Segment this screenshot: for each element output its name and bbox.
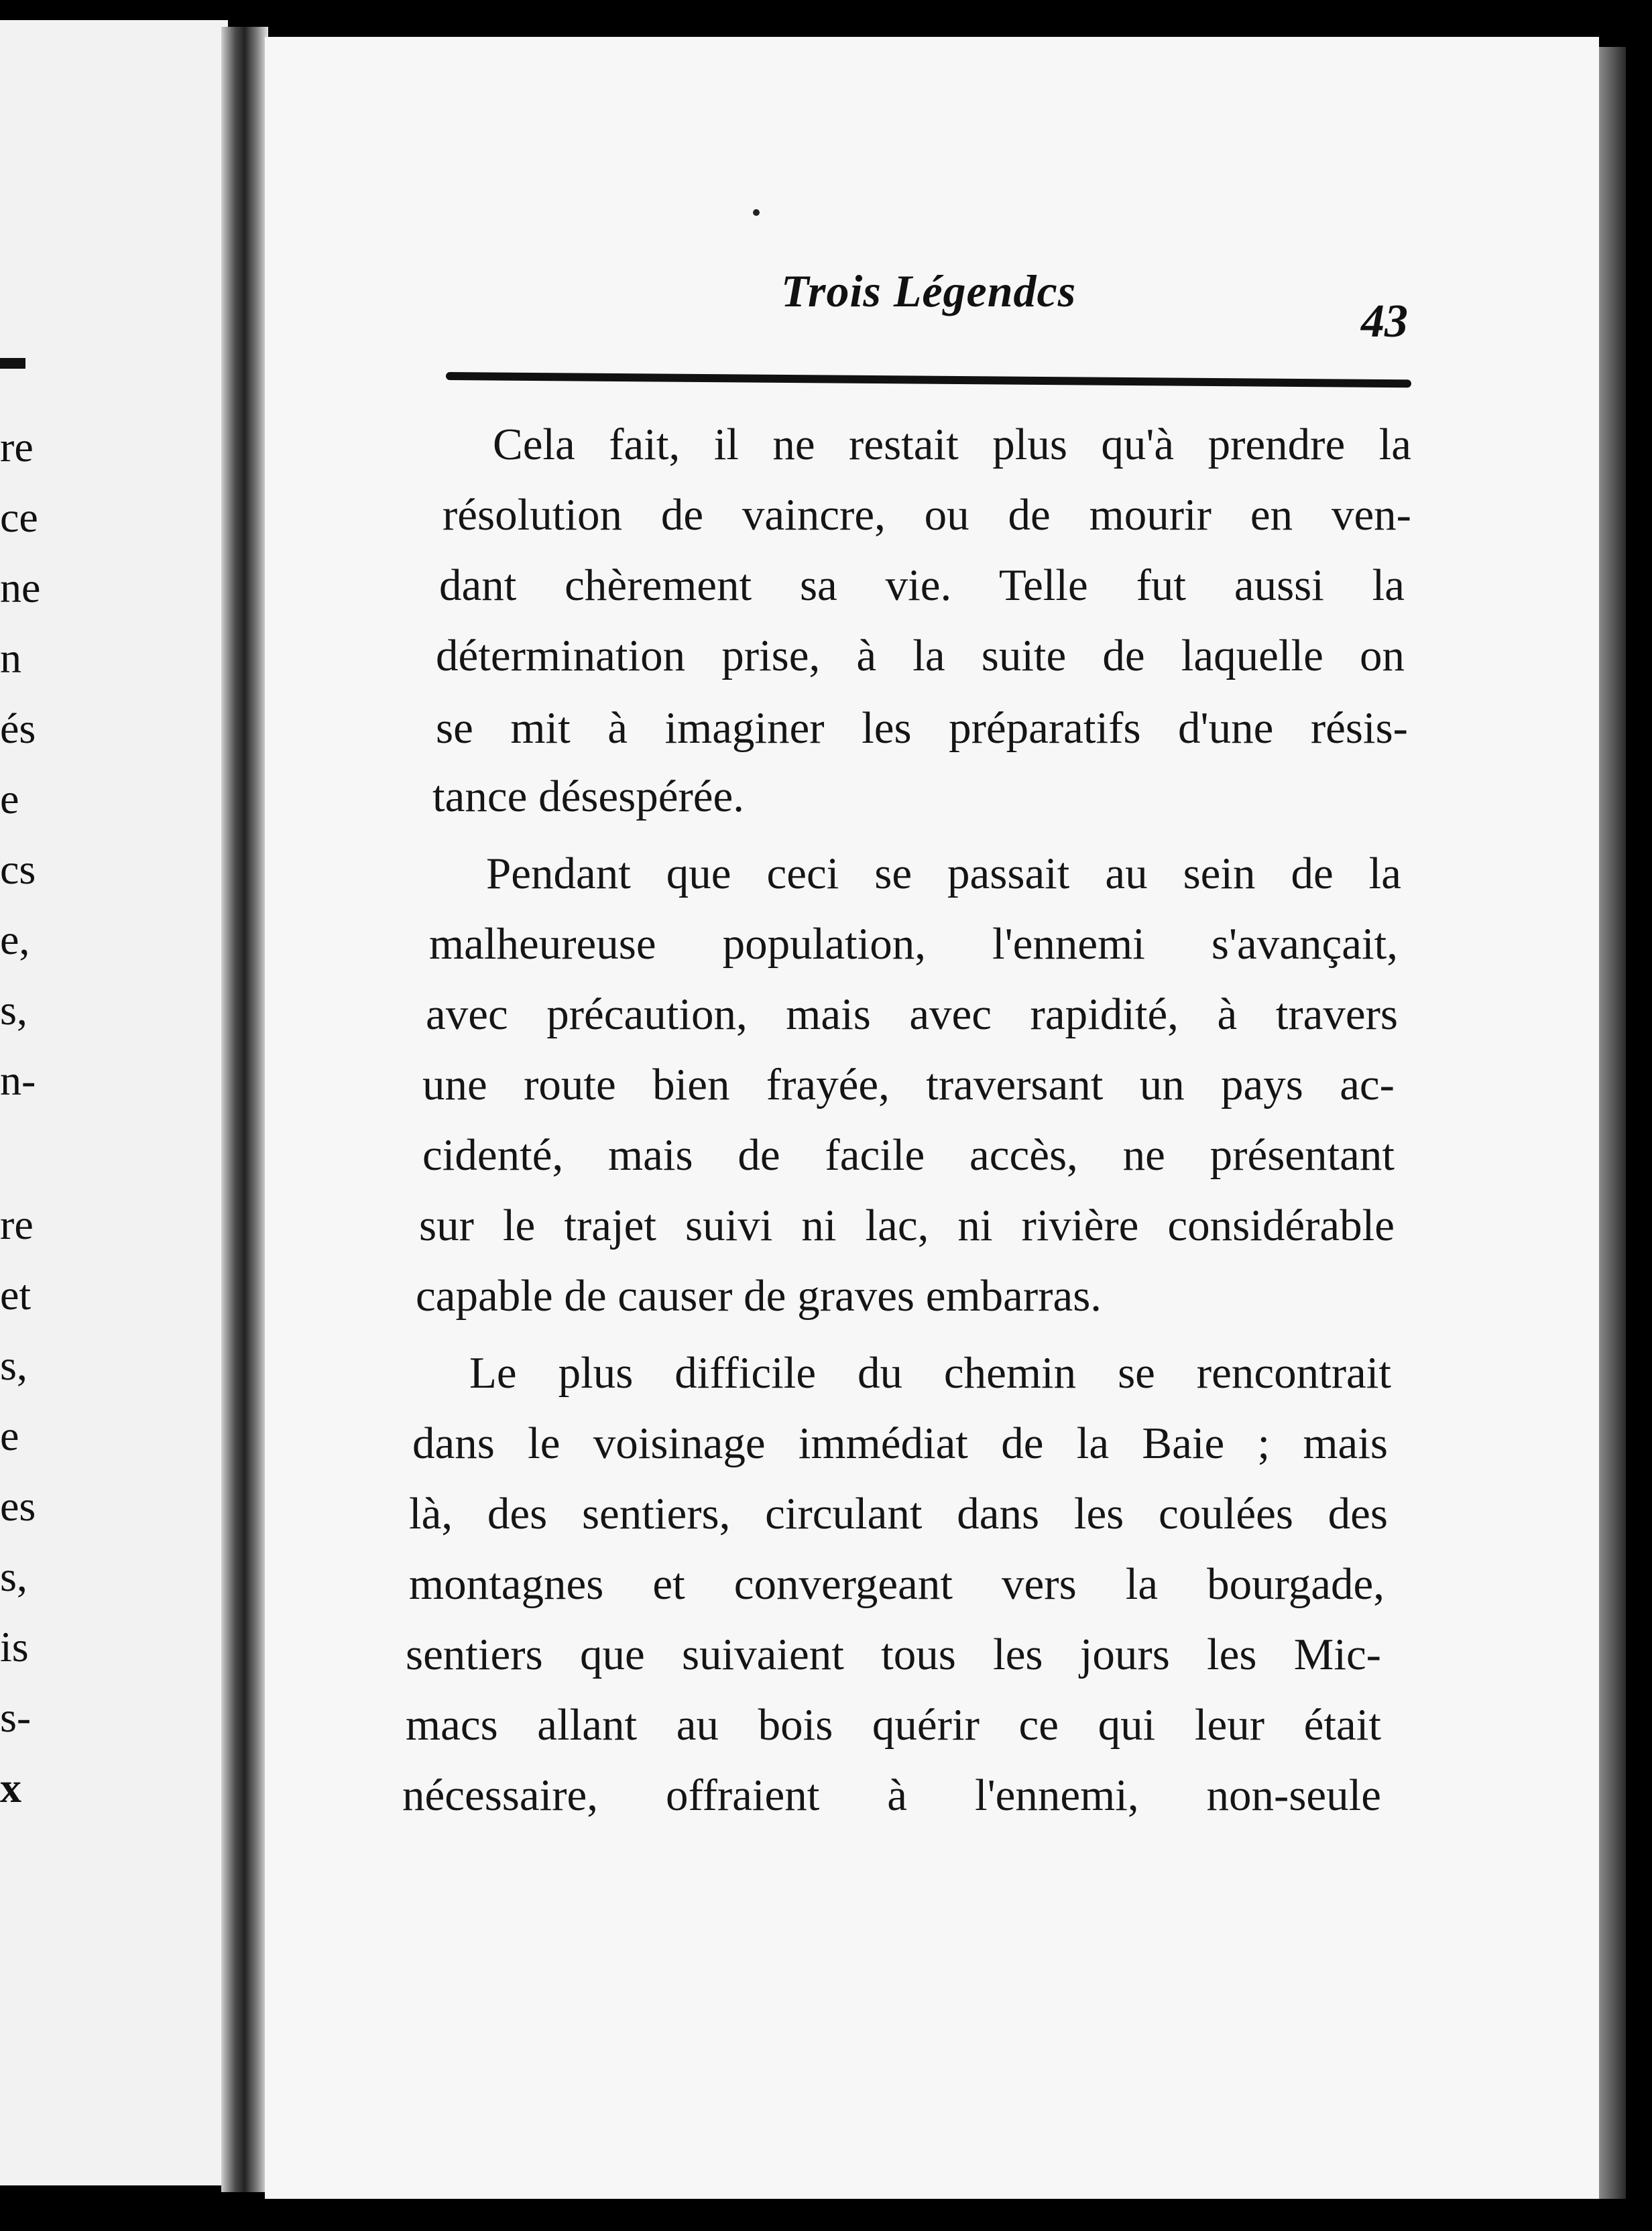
left-edge-fragment: e, — [0, 916, 30, 963]
page-number: 43 — [1361, 296, 1408, 347]
left-edge-fragment: n — [0, 634, 21, 682]
text-line: dant chèrement sa vie. Telle fut aussi la — [439, 560, 1405, 610]
text-line: capable de causer de graves embarras. — [416, 1271, 1102, 1321]
left-edge-fragment: e — [0, 1412, 19, 1459]
text-line: dans le voisinage immédiat de la Baie ; mais — [412, 1419, 1388, 1468]
text-line: malheureuse population, l'ennemi s'avançait, — [429, 919, 1398, 969]
left-edge-fragment: s, — [0, 986, 27, 1034]
left-facing-page — [0, 20, 228, 2185]
book-gutter — [221, 27, 268, 2192]
text-line: cidenté, mais de facile accès, ne présentant — [422, 1130, 1395, 1180]
text-line: nécessaire, offraient à l'ennemi, non-seule — [402, 1770, 1381, 1820]
left-edge-fragment: s- — [0, 1693, 32, 1741]
text-line: là, des sentiers, circulant dans les coulées des — [409, 1489, 1388, 1539]
left-edge-fragment: ne — [0, 564, 41, 611]
left-edge-fragment: is — [0, 1623, 29, 1671]
text-line: Pendant que ceci se passait au sein de la — [486, 849, 1401, 898]
left-edge-fragment: re — [0, 1201, 34, 1248]
left-edge-fragment: ce — [0, 493, 38, 541]
left-edge-fragment: cs — [0, 845, 36, 893]
left-edge-fragment: és — [0, 705, 36, 752]
text-line: sentiers que suivaient tous les jours les Mic- — [406, 1630, 1381, 1679]
running-header: Trois Légendcs — [781, 265, 1077, 316]
left-edge-fragment: s, — [0, 1553, 27, 1600]
left-edge-fragment: es — [0, 1482, 36, 1530]
left-edge-fragment: n- — [0, 1057, 36, 1104]
text-line: résolution de vaincre, ou de mourir en ven- — [442, 490, 1411, 540]
left-edge-fragment: x — [0, 1764, 21, 1811]
text-line: macs allant au bois quérir ce qui leur était — [406, 1700, 1381, 1750]
text-line: Le plus difficile du chemin se rencontrait — [469, 1348, 1391, 1398]
text-line: Cela fait, il ne restait plus qu'à prendre la — [493, 420, 1411, 469]
left-edge-fragment: re — [0, 423, 34, 471]
left-edge-fragment: et — [0, 1271, 32, 1319]
left-edge-fragment: s, — [0, 1341, 27, 1389]
text-line: sur le trajet suivi ni lac, ni rivière considérable — [419, 1201, 1395, 1250]
print-speck — [753, 209, 760, 216]
right-page — [265, 37, 1599, 2199]
left-edge-fragment: e — [0, 775, 19, 823]
text-line: avec précaution, mais avec rapidité, à travers — [426, 989, 1398, 1039]
text-line: détermination prise, à la suite de laquelle on — [436, 631, 1405, 680]
text-line: tance désespérée. — [432, 772, 744, 821]
text-line: se mit à imaginer les préparatifs d'une résis- — [436, 703, 1408, 753]
text-line: une route bien frayée, traversant un pays ac- — [422, 1060, 1395, 1109]
text-line: montagnes et convergeant vers la bourgade, — [409, 1559, 1384, 1609]
right-page-edge — [1599, 47, 1626, 2199]
left-page-dash — [0, 358, 25, 369]
